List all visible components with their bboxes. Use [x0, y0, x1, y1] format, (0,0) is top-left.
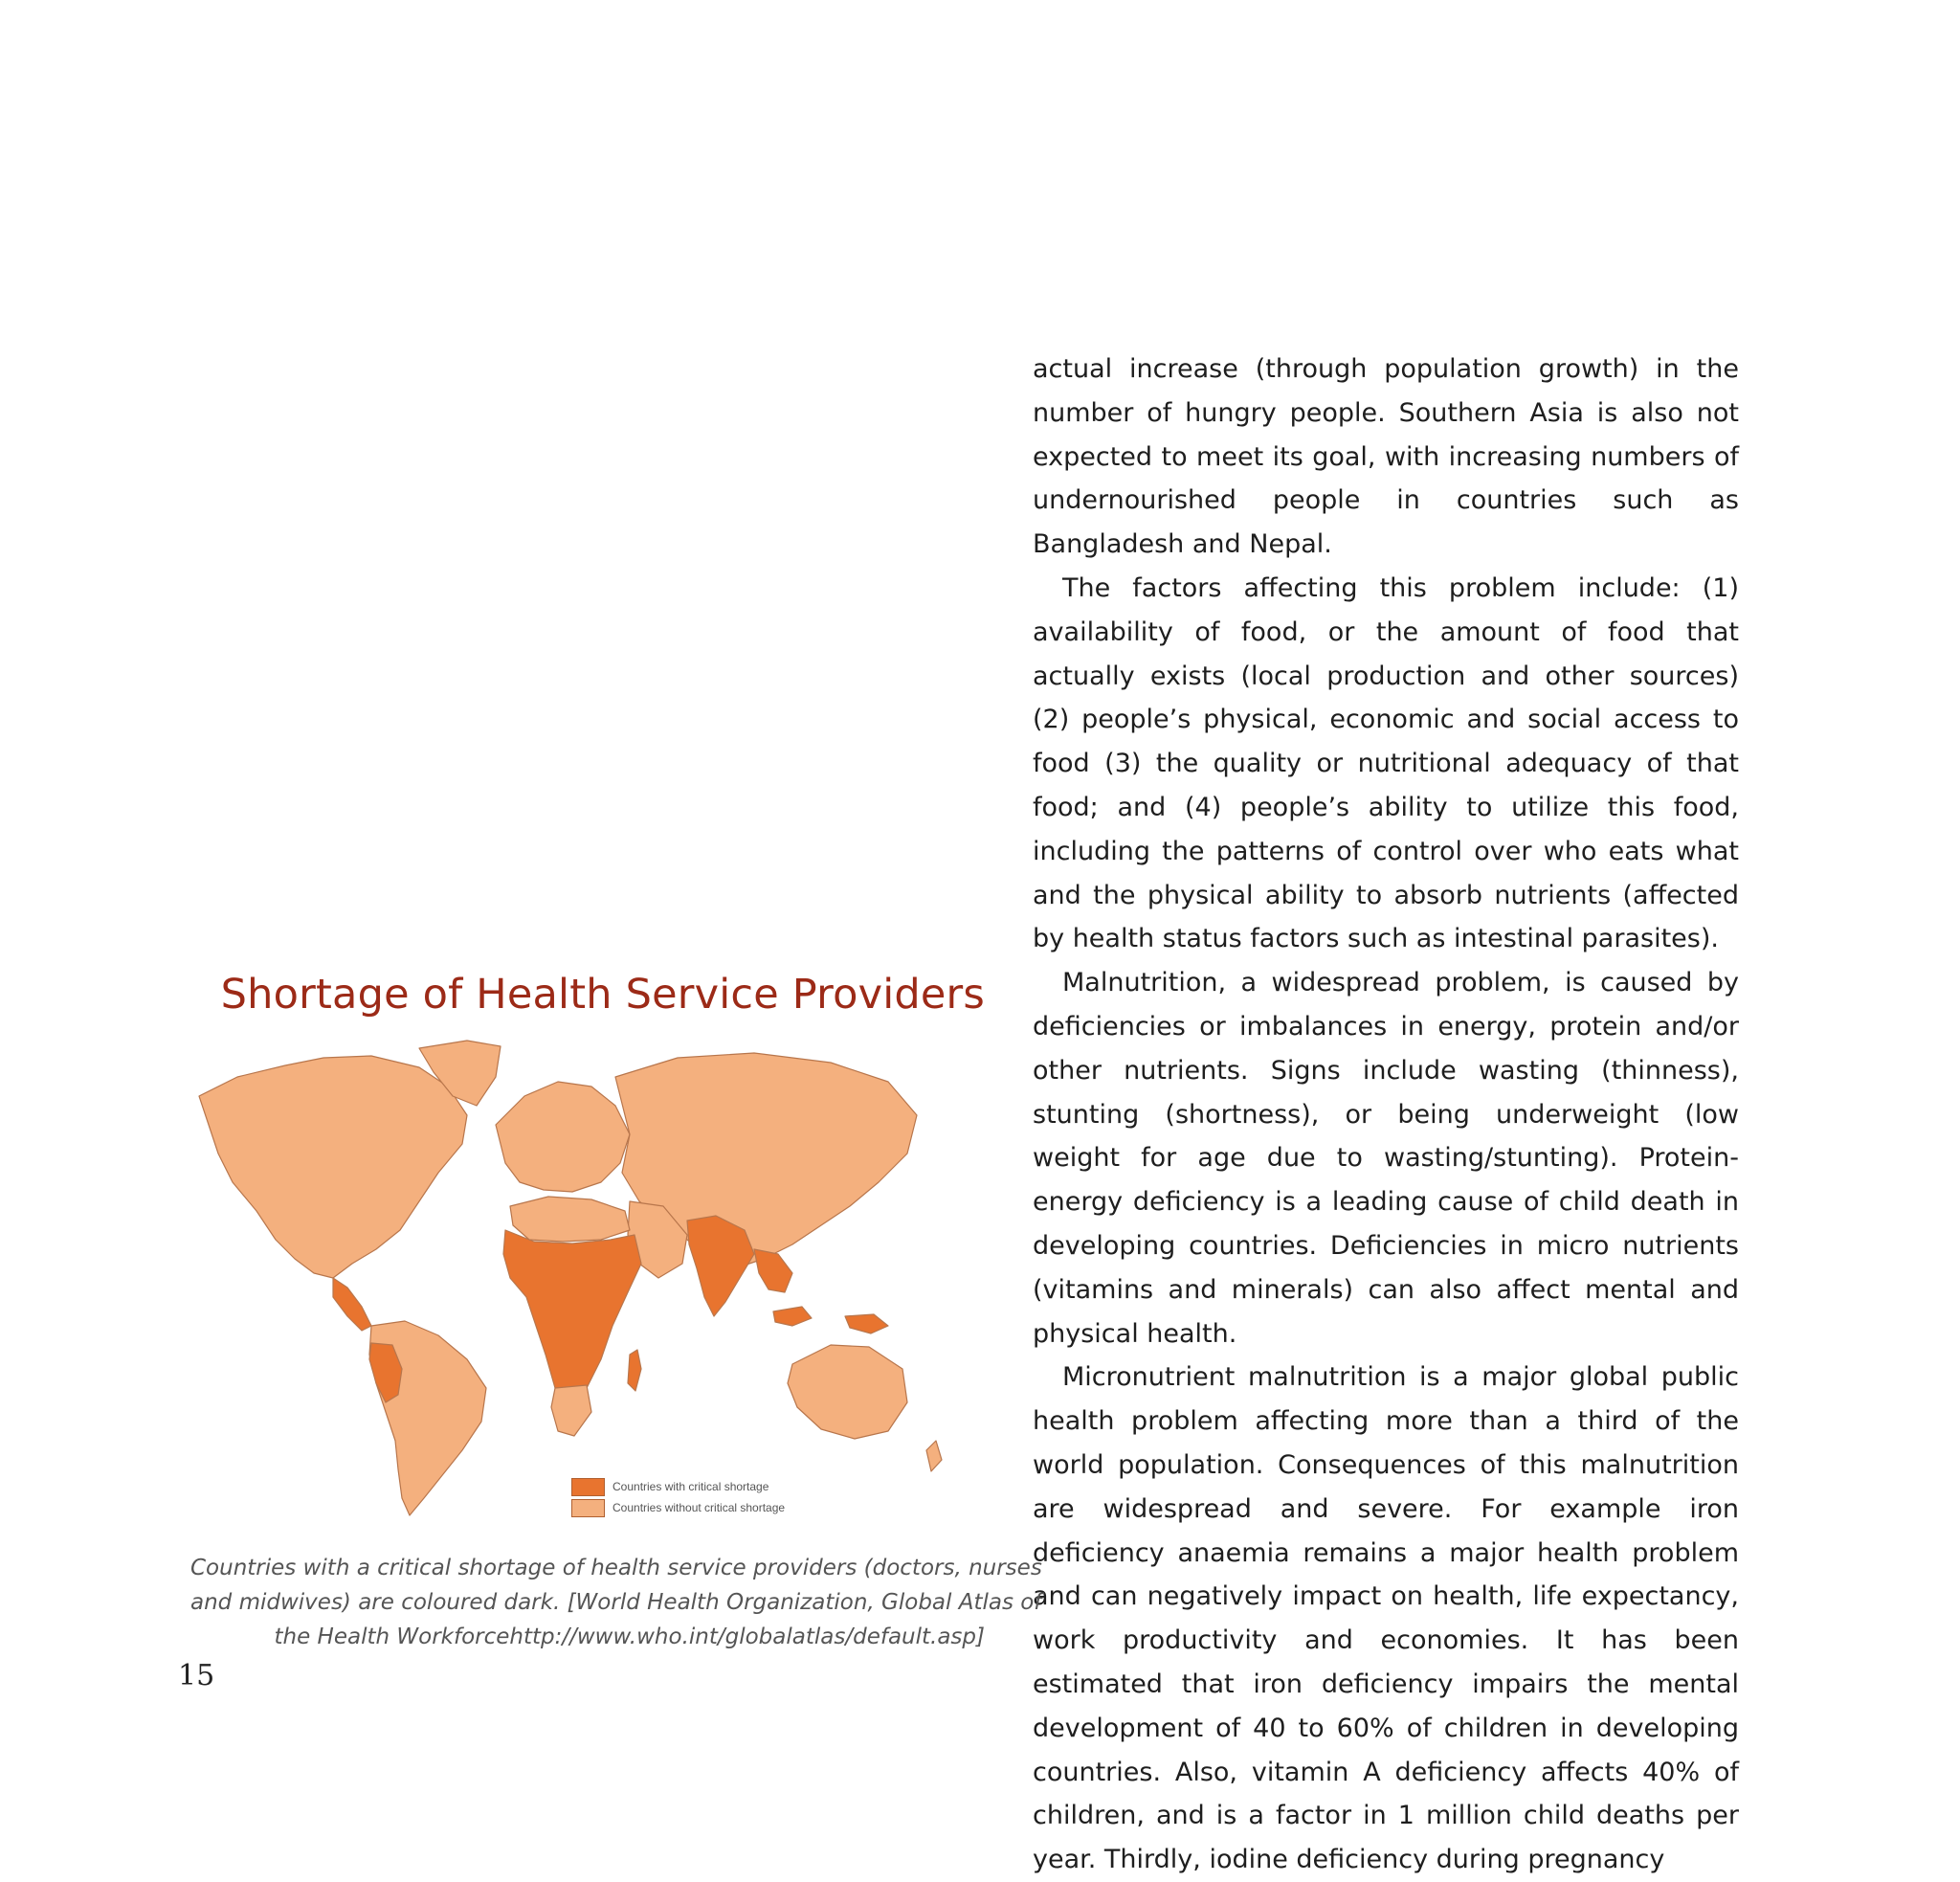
map-north-america	[199, 1056, 467, 1278]
legend-swatch-non-critical	[571, 1499, 605, 1517]
map-southern-africa	[551, 1385, 591, 1436]
body-paragraph: Malnutrition, a widespread problem, is caused by deficiencies or imbalances in energy, protein and/or other nutrients. Signs include wasting (thinness), stunting (shortness), or being underweight (low weight for age due to wasting/stunting). Protein-energy deficiency is a leading cause of child death in developing countries. Deficiencies in micro nutrients (vitamins and minerals) can also affect mental and physical health.	[1033, 968, 1739, 1349]
caption-line: Countries with a critical shortage of health service providers (doctors, nurses	[190, 1556, 1042, 1580]
map-madagascar	[628, 1350, 641, 1391]
map-papua-new-guinea	[845, 1314, 888, 1333]
map-new-zealand	[926, 1441, 942, 1471]
legend-swatch-critical	[571, 1478, 605, 1496]
body-paragraph: Micronutrient malnutrition is a major global public health problem affecting more than a third of the world population. Consequences of this malnutrition are widespread and severe. For example iron deficiency anaemia remains a major health problem and can negatively impact on health, life expectancy, work productivity and economies. It has been estimated that iron deficiency impairs the mental development of 40 to 60% of children in developing countries. Also, vitamin A deficiency affects 40% of children, and is a factor in 1 million child deaths per year. Thirdly, iodine deficiency during pregnancy	[1033, 1362, 1739, 1875]
world-map-image	[180, 1039, 977, 1527]
body-paragraph: The factors affecting this problem include: (1) availability of food, or the amount of food that actually exists (local production and other sources) (2) people’s physical, economic and social access to food (3) the quality or nutritional adequacy of that food; and (4) people’s ability to utilize this food, including the patterns of control over who eats what and the physical ability to absorb nutrients (affected by health status factors such as intestinal parasites).	[1033, 572, 1739, 954]
map-north-africa	[510, 1197, 630, 1242]
map-legend	[571, 1476, 785, 1518]
map-indonesia	[773, 1307, 812, 1326]
legend-label: Countries with critical shortage	[612, 1480, 769, 1493]
map-australia	[788, 1345, 907, 1439]
figure-title: Shortage of Health Service Providers	[220, 971, 985, 1019]
map-central-america	[333, 1278, 371, 1331]
caption-line: the Health Workforcehttp://www.who.int/globalatlas/default.asp]	[274, 1624, 985, 1649]
body-text-column	[1033, 347, 1739, 1882]
legend-item	[571, 1497, 785, 1518]
figure-caption	[190, 1551, 1042, 1654]
map-europe	[496, 1082, 630, 1192]
legend-label: Countries without critical shortage	[612, 1501, 786, 1514]
map-southeast-asia	[754, 1249, 792, 1292]
legend-item	[571, 1476, 785, 1497]
world-map-figure	[180, 1039, 977, 1527]
map-sub-saharan-africa	[503, 1230, 641, 1407]
map-south-asia	[687, 1216, 754, 1316]
caption-line: and midwives) are coloured dark. [World Health Organization, Global Atlas of	[190, 1590, 1042, 1615]
body-paragraph: actual increase (through population growth) in the number of hungry people. Southern Asia is also not expected to meet its goal, with increasing numbers of undernourished people in countries such as Bangladesh and Nepal.	[1033, 354, 1739, 560]
page-number: 15	[178, 1659, 215, 1692]
